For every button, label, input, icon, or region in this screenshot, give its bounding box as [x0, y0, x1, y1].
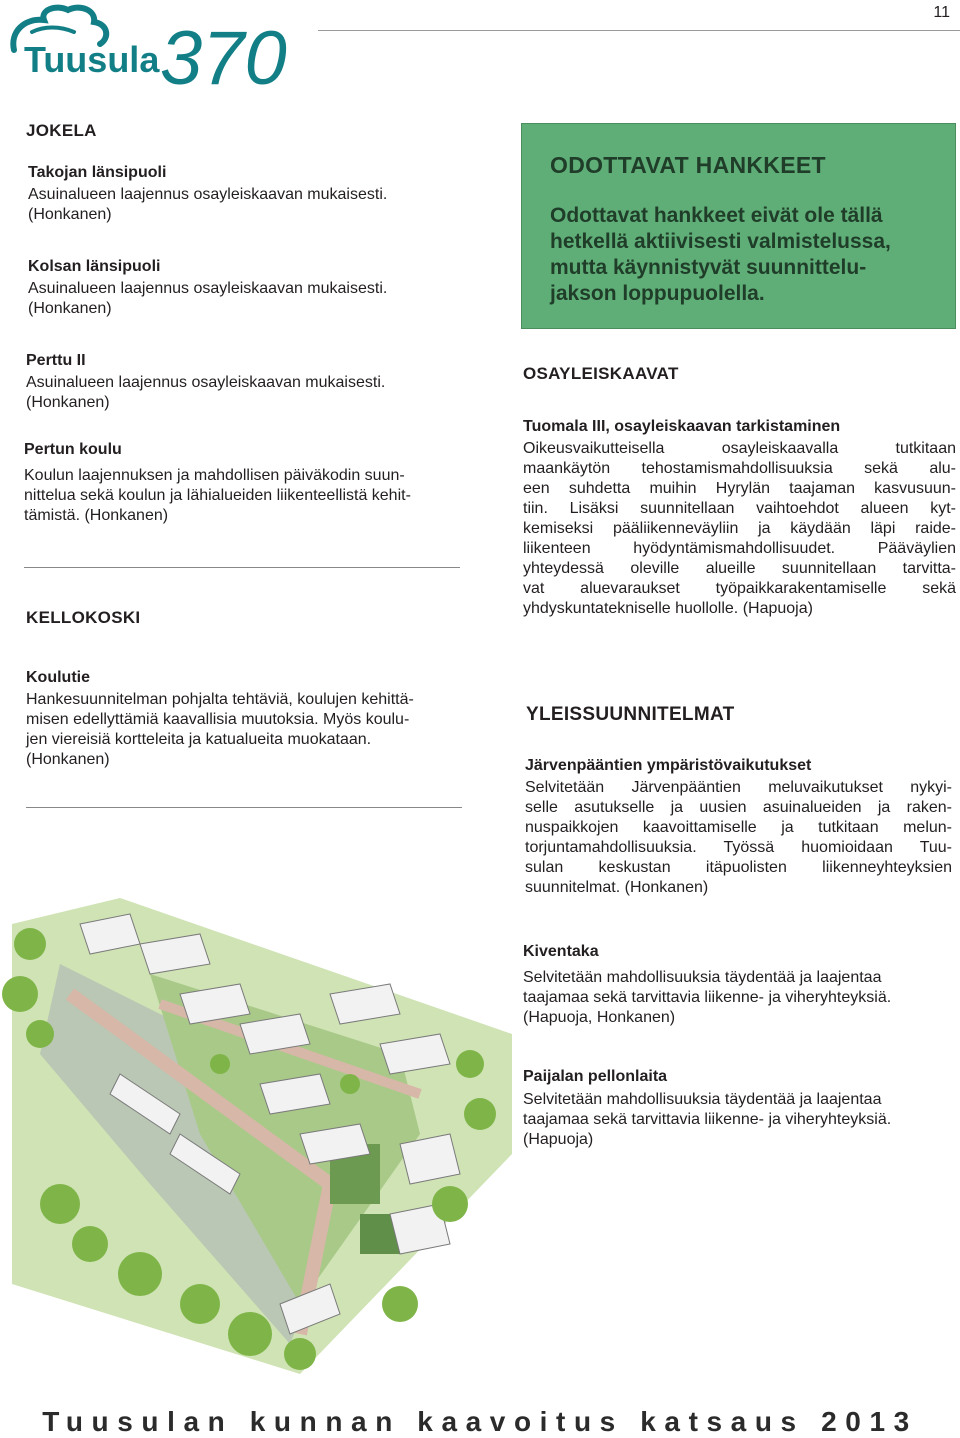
item-title: Takojan länsipuoli — [28, 164, 167, 181]
item-line: vat aluevaraukset työpaikkarakentamiselle sekä — [523, 580, 956, 597]
section-heading-jokela: JOKELA — [26, 121, 97, 140]
item-line: kemiseksi pääliikenneväyliin ja käydään läpi raide- — [523, 520, 956, 537]
pending-projects-line: mutta käynnistyvät suunnittelu- — [550, 256, 867, 279]
page-number: 11 — [933, 4, 950, 21]
item-line: een suhdetta muihin Hyrylän taajaman kasvusuun- — [523, 480, 956, 497]
item-title: Paijalan pellonlaita — [523, 1068, 668, 1085]
item-line: nittelua sekä koulun ja lähialueiden liikenteellistä kehit- — [24, 487, 411, 504]
item-title: Kiventaka — [523, 943, 599, 960]
item-line: (Honkanen) — [28, 206, 112, 223]
header-rule — [318, 30, 960, 31]
item-line: torjuntamahdollisuuksia. Työssä huomioidaan Tuu- — [525, 839, 952, 856]
item-title: Pertun koulu — [24, 441, 122, 458]
pending-projects-line: Odottavat hankkeet eivät ole tällä — [550, 204, 883, 227]
item-line: yhdyskuntatekniselle huollolle. (Hapuoja) — [523, 600, 813, 617]
item-line: sulan keskustan itäpuolisten liikenneyhteyksien — [525, 859, 952, 876]
footer-title: Tuusulan kunnan kaavoitus katsaus 2013 — [42, 1406, 918, 1437]
logo-wordmark: Tuusula — [24, 39, 160, 80]
divider — [24, 567, 460, 568]
item-line: (Hapuoja, Honkanen) — [523, 1009, 676, 1026]
item-line: nuspaikkojen kaavoittamiselle ja tutkitaan melun- — [525, 819, 952, 836]
item-tuomala — [523, 418, 956, 619]
item-title: Koulutie — [26, 669, 90, 686]
item-title: Perttu II — [26, 352, 86, 369]
item-line: liikenteen hyödyntämismahdollisuudet. Pääväylien — [523, 540, 956, 557]
item-line: (Hapuoja) — [523, 1131, 594, 1148]
item-line: taajamaa sekä tarvittavia liikenne- ja viheryhteyksiä. — [523, 989, 892, 1006]
item-jarvenpaantie — [525, 757, 952, 898]
item-line: selle asutukselle ja uusien asuinalueiden ja raken- — [525, 799, 952, 816]
pending-projects-title: ODOTTAVAT HANKKEET — [550, 152, 826, 178]
item-title: Järvenpääntien ympäristövaikutukset — [525, 757, 812, 774]
item-title: Tuomala III, osayleiskaavan tarkistaminen — [523, 418, 841, 435]
item-pertun-koulu — [24, 441, 464, 526]
item-line: Asuinalueen laajennus osayleiskaavan mukaisesti. — [26, 374, 386, 391]
section-heading-osayleiskaavat: OSAYLEISKAAVAT — [523, 364, 679, 383]
tuusula-370-logo — [4, 2, 310, 94]
logo-number: 370 — [160, 16, 287, 94]
pending-projects-box — [521, 123, 956, 329]
item-line: Asuinalueen laajennus osayleiskaavan mukaisesti. — [28, 186, 388, 203]
item-line: misen edellyttämiä kaavallisia muutoksia. Myös koulu- — [26, 711, 410, 728]
item-line: jen viereisiä kortteleita ja katualueita muokataan. — [26, 731, 372, 748]
item-perttu — [26, 352, 466, 413]
item-line: maankäytön tehostamismahdollisuuksia sekä alu- — [523, 460, 956, 477]
pending-projects-line: hetkellä aktiivisesti valmistelussa, — [550, 230, 891, 253]
item-line: Asuinalueen laajennus osayleiskaavan mukaisesti. — [28, 280, 388, 297]
item-line: tämistä. (Honkanen) — [24, 507, 169, 524]
item-line: Selvitetään mahdollisuuksia täydentää ja laajentaa — [523, 969, 882, 986]
item-kolsan — [28, 258, 468, 319]
item-line: suunnitelmat. (Honkanen) — [525, 879, 709, 896]
item-line: (Honkanen) — [26, 394, 110, 411]
pending-projects-line: jakson loppupuolella. — [550, 282, 765, 305]
item-line: Selvitetään Järvenpääntien meluvaikutukset nykyi- — [525, 779, 952, 796]
item-paijala — [523, 1068, 956, 1150]
item-koulutie — [26, 669, 476, 770]
item-line: Koulun laajennuksen ja mahdollisen päiväkodin suun- — [24, 467, 405, 484]
item-line: yhteydessä oleville alueille suunnitellaan tarvitta- — [523, 560, 956, 577]
item-title: Kolsan länsipuoli — [28, 258, 161, 275]
item-line: (Honkanen) — [28, 300, 112, 317]
item-line: taajamaa sekä tarvittavia liikenne- ja viheryhteyksiä. — [523, 1111, 892, 1128]
item-line: Selvitetään mahdollisuuksia täydentää ja laajentaa — [523, 1091, 882, 1108]
item-kiventaka — [523, 943, 956, 1028]
item-line: Hankesuunnitelman pohjalta tehtäviä, koulujen kehittä- — [26, 691, 414, 708]
item-line: (Honkanen) — [26, 751, 110, 768]
item-takojan — [28, 164, 468, 225]
item-line: tiin. Lisäksi suunnitellaan vaihtoehdot alueen kyt- — [523, 500, 956, 517]
section-heading-kellokoski: KELLOKOSKI — [26, 608, 141, 627]
residential-area-illustration — [0, 884, 512, 1374]
item-line: Oikeusvaikutteisella osayleiskaavalla tutkitaan — [523, 440, 956, 457]
section-heading-yleissuunnitelmat: YLEISSUUNNITELMAT — [526, 704, 735, 725]
divider — [26, 807, 462, 808]
